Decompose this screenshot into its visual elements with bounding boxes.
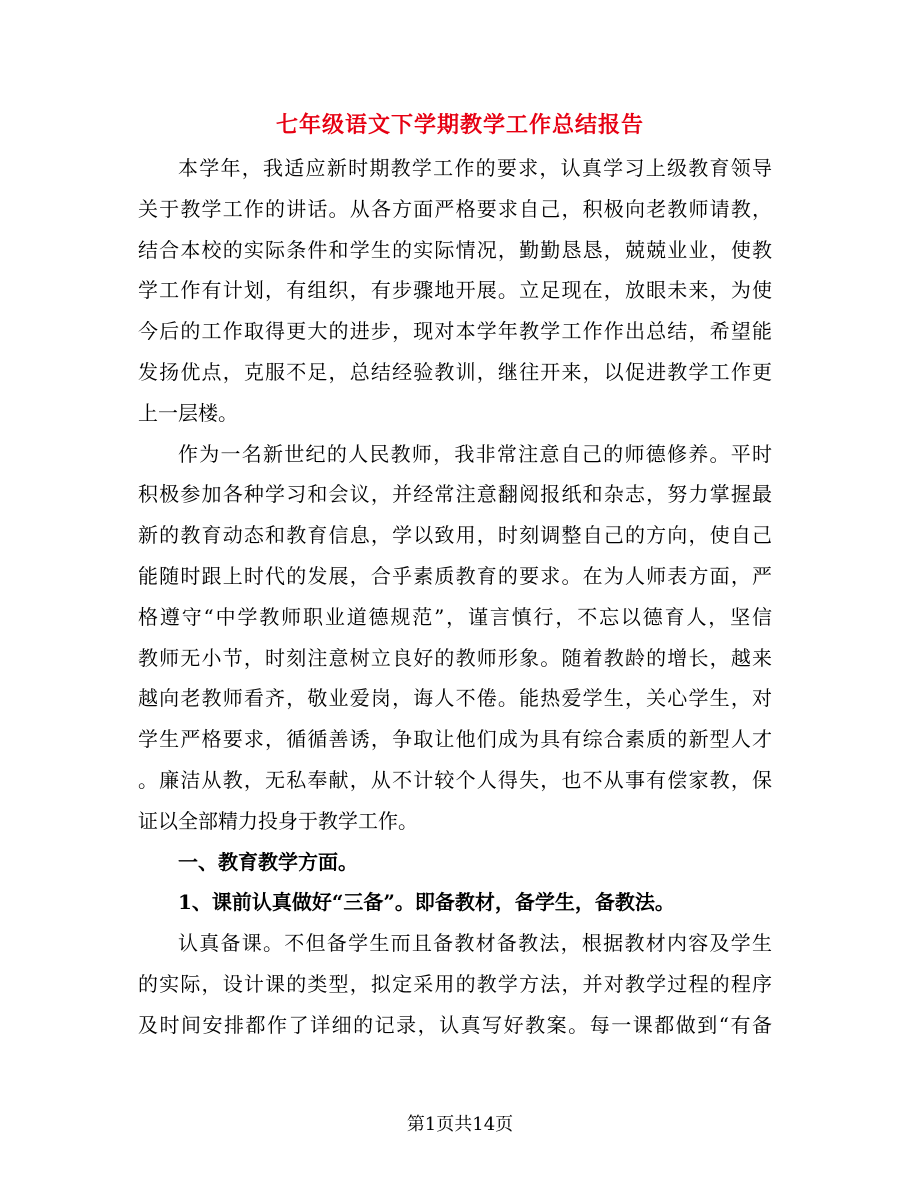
page-number-footer: 第1页共14页	[406, 1114, 514, 1135]
paragraph-line: 及时间安排都作了详细的记录，认真写好教案。每一课都做到“有备	[138, 1012, 772, 1037]
paragraph-line: 本学年，我适应新时期教学工作的要求，认真学习上级教育领导	[178, 156, 772, 180]
paragraph-line: 能随时跟上时代的发展，合乎素质教育的要求。在为人师表方面，严	[138, 563, 772, 588]
paragraph-line: 越向老教师看齐，敬业爱岗，诲人不倦。能热爱学生，关心学生，对	[138, 686, 772, 711]
paragraph-line: 学生严格要求，循循善诱，争取让他们成为具有综合素质的新型人才	[138, 727, 772, 752]
paragraph-line: 教师无小节，时刻注意树立良好的教师形象。随着教龄的增长，越来	[138, 645, 772, 670]
paragraph-line: 。廉洁从教，无私奉献，从不计较个人得失，也不从事有偿家教，保	[138, 767, 772, 792]
paragraph-line: 的实际，设计课的类型，拟定采用的教学方法，并对教学过程的程序	[138, 971, 772, 996]
document-title: 七年级语文下学期教学工作总结报告	[275, 112, 644, 138]
paragraph-line: 证以全部精力投身于教学工作。	[138, 808, 418, 833]
section-heading: 一、教育教学方面。	[178, 849, 358, 874]
paragraph-line: 认真备课。不但备学生而且备教材备教法，根据教材内容及学生	[178, 931, 772, 956]
subsection-heading: 1、课前认真做好“三备”。即备教材，备学生，备教法。	[178, 890, 675, 915]
document-body	[138, 148, 772, 1046]
paragraph-line: 学工作有计划，有组织，有步骤地开展。立足现在，放眼未来，为使	[138, 278, 772, 303]
paragraph-line: 积极参加各种学习和会议，并经常注意翻阅报纸和杂志，努力掌握最	[138, 482, 772, 507]
paragraph-line: 结合本校的实际条件和学生的实际情况，勤勤恳恳，兢兢业业，使教	[138, 237, 772, 262]
paragraph-line: 上一层楼。	[138, 400, 238, 425]
paragraph-line: 新的教育动态和教育信息，学以致用，时刻调整自己的方向，使自己	[138, 523, 772, 548]
paragraph-line: 格遵守“中学教师职业道德规范”，谨言慎行，不忘以德育人，坚信	[138, 604, 772, 629]
paragraph-line: 今后的工作取得更大的进步，现对本学年教学工作作出总结，希望能	[138, 319, 772, 344]
paragraph-line: 作为一名新世纪的人民教师，我非常注意自己的师德修养。平时	[178, 441, 772, 466]
paragraph-line: 发扬优点，克服不足，总结经验教训，继往开来，以促进教学工作更	[138, 359, 772, 384]
paragraph-line: 关于教学工作的讲话。从各方面严格要求自己，积极向老教师请教，	[138, 196, 772, 221]
